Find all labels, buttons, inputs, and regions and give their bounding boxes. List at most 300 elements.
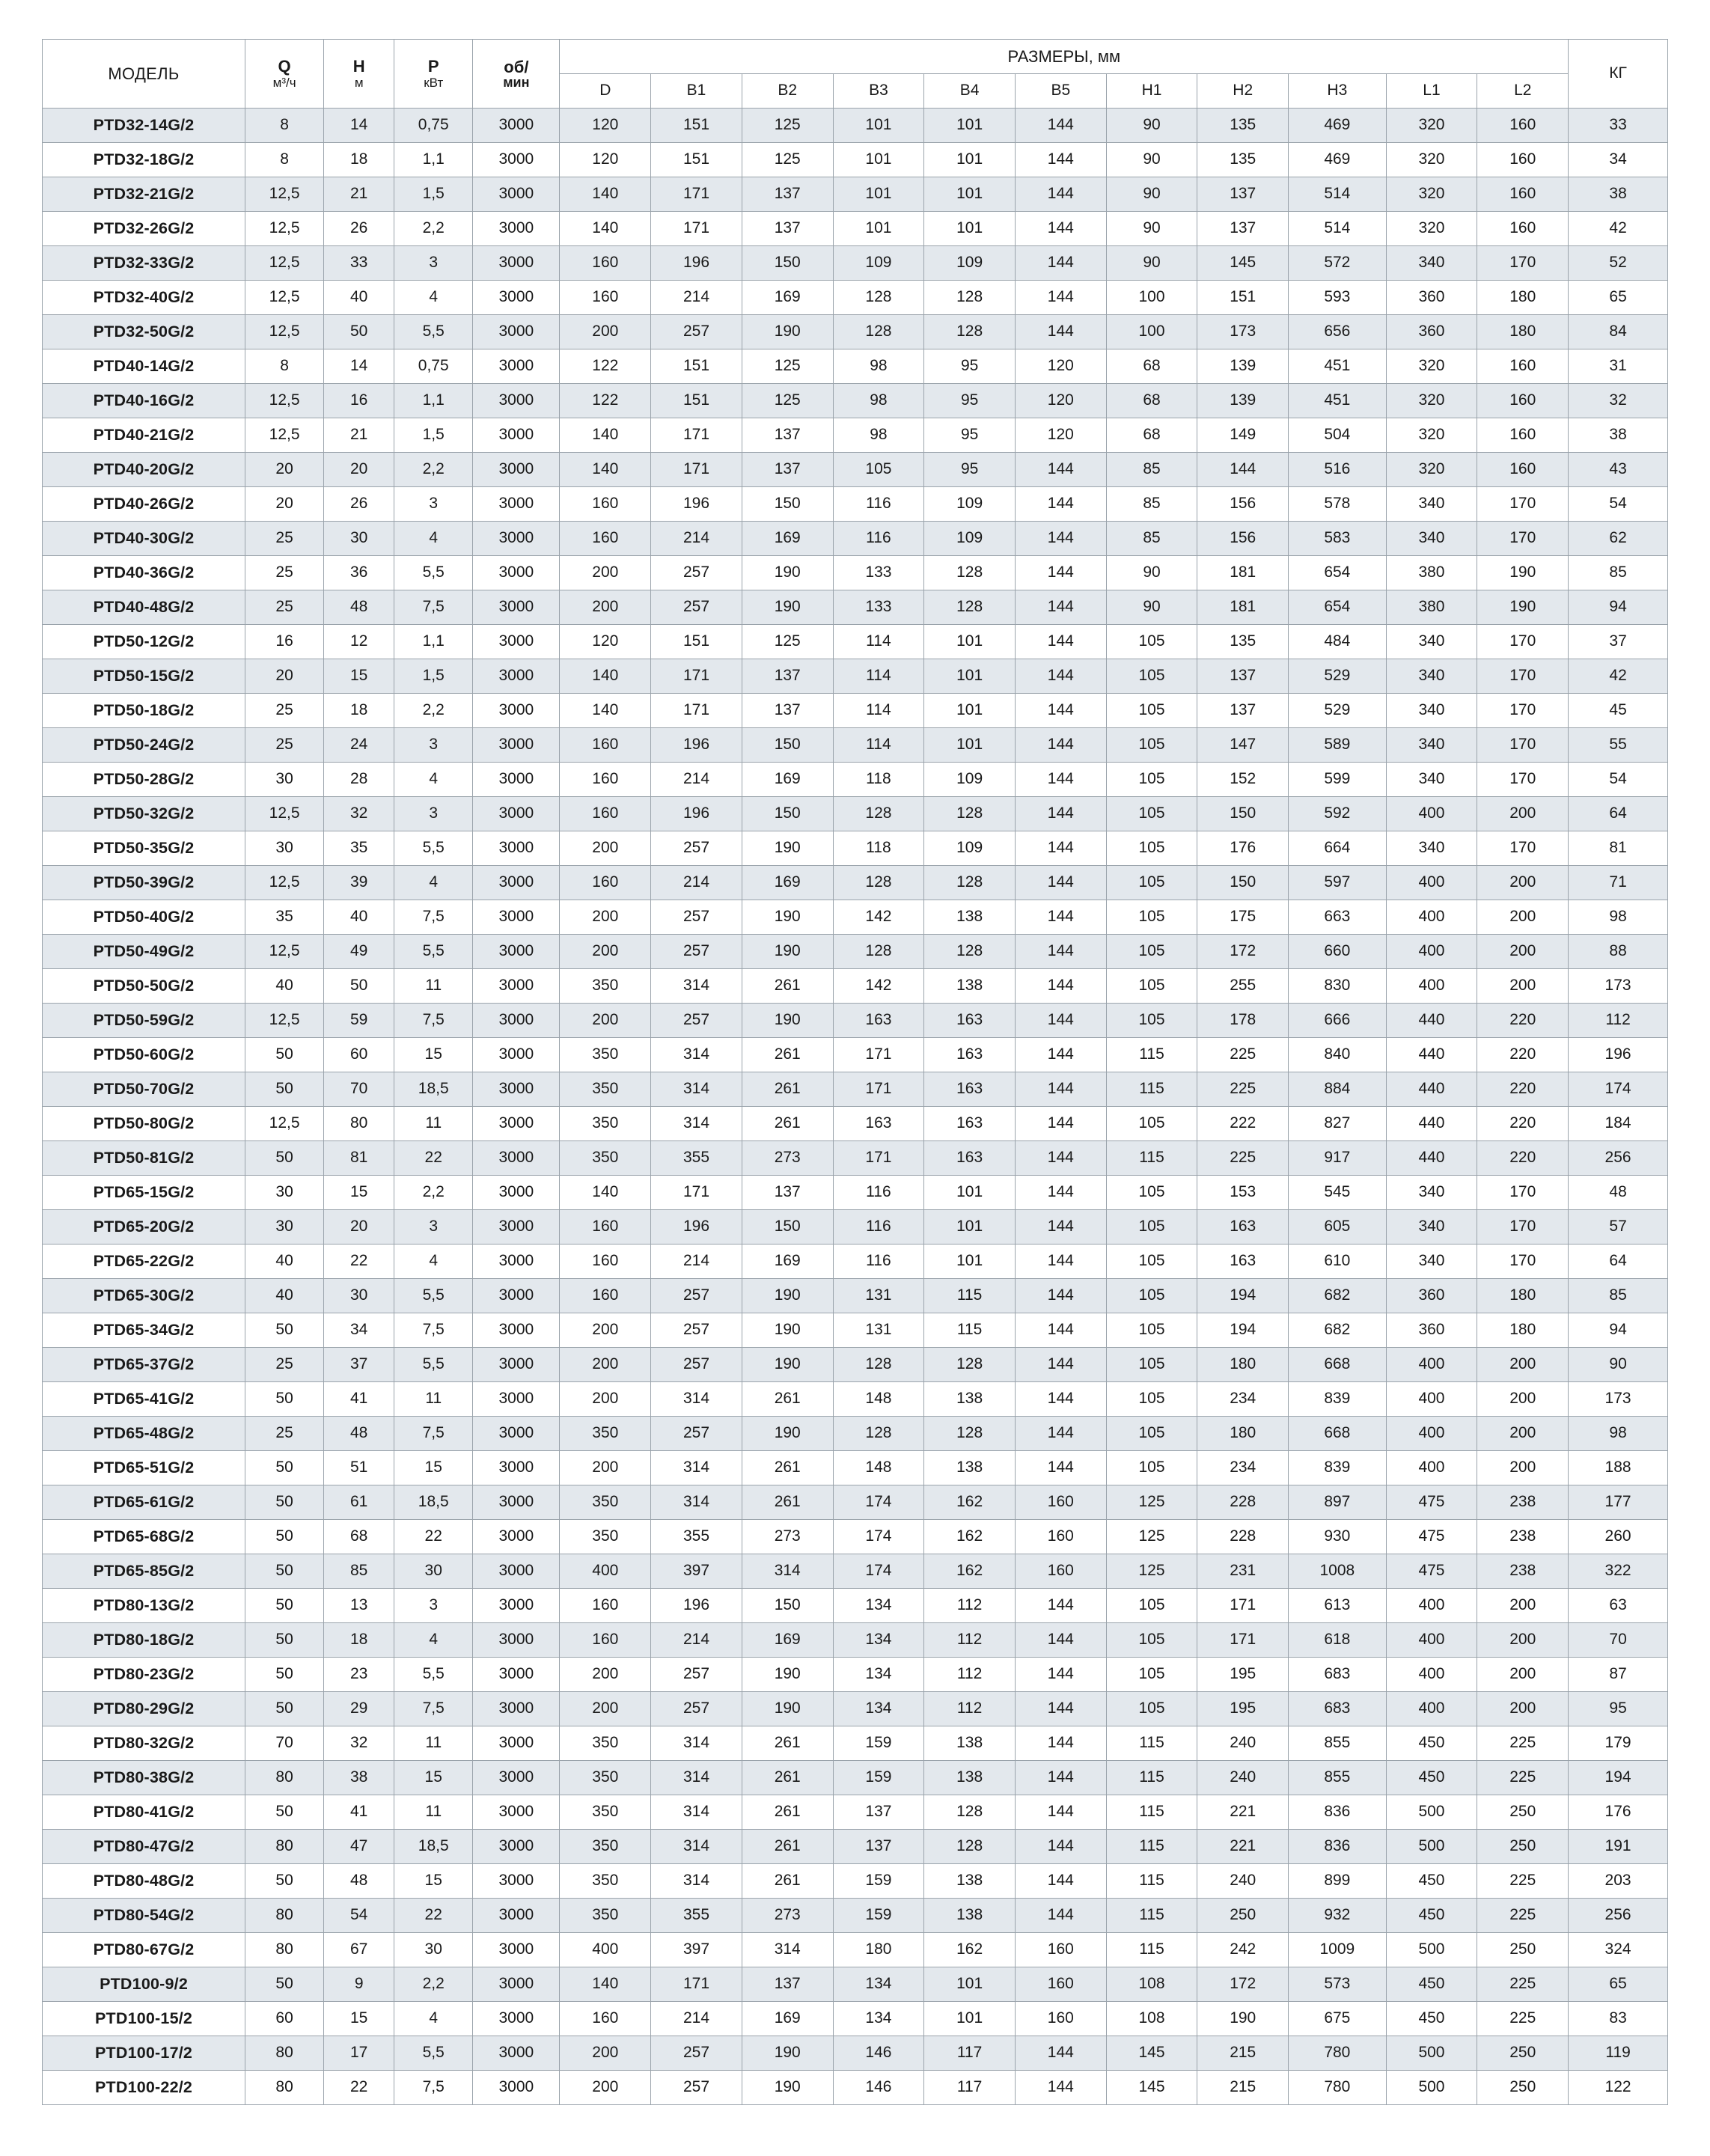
table-row [43, 2002, 1668, 2036]
cell-dim-l2: 160 [1477, 384, 1569, 418]
cell-dim-l1: 475 [1386, 1485, 1477, 1520]
cell-dim-h3: 572 [1289, 246, 1387, 281]
cell-dim-b4: 128 [924, 935, 1016, 969]
cell-weight: 119 [1569, 2036, 1668, 2071]
cell-dim-b3: 163 [833, 1004, 924, 1038]
cell-dim-b1: 196 [651, 1589, 742, 1623]
cell-flow: 50 [245, 1692, 324, 1726]
header-power-symbol: P [427, 57, 439, 76]
cell-power: 2,2 [394, 453, 473, 487]
cell-head: 28 [324, 763, 394, 797]
cell-dim-l2: 200 [1477, 1658, 1569, 1692]
cell-dim-b4: 101 [924, 109, 1016, 143]
cell-dim-b1: 214 [651, 1245, 742, 1279]
cell-power: 11 [394, 1107, 473, 1141]
cell-flow: 8 [245, 109, 324, 143]
cell-power: 15 [394, 1864, 473, 1899]
cell-rpm: 3000 [473, 590, 560, 625]
cell-head: 18 [324, 694, 394, 728]
cell-head: 33 [324, 246, 394, 281]
cell-dim-h2: 215 [1197, 2071, 1289, 2105]
cell-rpm: 3000 [473, 1382, 560, 1417]
cell-dim-l2: 170 [1477, 1245, 1569, 1279]
cell-dim-b3: 128 [833, 1348, 924, 1382]
cell-dim-b2: 137 [742, 418, 833, 453]
cell-dim-d: 350 [560, 1072, 651, 1107]
cell-dim-b5: 160 [1015, 2002, 1106, 2036]
cell-dim-b4: 101 [924, 625, 1016, 659]
cell-dim-b4: 162 [924, 1554, 1016, 1589]
cell-dim-b5: 160 [1015, 1967, 1106, 2002]
cell-flow: 80 [245, 1830, 324, 1864]
cell-dim-h3: 884 [1289, 1072, 1387, 1107]
table-row [43, 453, 1668, 487]
cell-rpm: 3000 [473, 831, 560, 866]
cell-dim-d: 350 [560, 1485, 651, 1520]
cell-dim-b2: 137 [742, 1967, 833, 2002]
cell-dim-d: 140 [560, 694, 651, 728]
cell-dim-h3: 839 [1289, 1451, 1387, 1485]
cell-dim-b2: 273 [742, 1141, 833, 1176]
cell-weight: 194 [1569, 1761, 1668, 1795]
cell-head: 12 [324, 625, 394, 659]
cell-dim-d: 160 [560, 1245, 651, 1279]
cell-power: 22 [394, 1141, 473, 1176]
cell-dim-b3: 137 [833, 1830, 924, 1864]
cell-dim-h2: 150 [1197, 797, 1289, 831]
cell-dim-h1: 105 [1106, 797, 1197, 831]
cell-dim-h2: 181 [1197, 556, 1289, 590]
cell-dim-h2: 137 [1197, 659, 1289, 694]
cell-flow: 20 [245, 487, 324, 522]
cell-dim-l1: 500 [1386, 2071, 1477, 2105]
cell-rpm: 3000 [473, 212, 560, 246]
cell-flow: 25 [245, 1348, 324, 1382]
cell-dim-b5: 144 [1015, 763, 1106, 797]
cell-dim-l1: 320 [1386, 109, 1477, 143]
cell-model: PTD32-21G/2 [43, 177, 245, 212]
cell-dim-b4: 163 [924, 1038, 1016, 1072]
cell-dim-b3: 159 [833, 1761, 924, 1795]
cell-dim-l1: 360 [1386, 1313, 1477, 1348]
cell-dim-b2: 137 [742, 177, 833, 212]
cell-power: 5,5 [394, 556, 473, 590]
cell-model: PTD65-68G/2 [43, 1520, 245, 1554]
cell-model: PTD40-26G/2 [43, 487, 245, 522]
cell-power: 2,2 [394, 694, 473, 728]
cell-dim-b4: 112 [924, 1658, 1016, 1692]
cell-dim-b2: 261 [742, 1795, 833, 1830]
cell-weight: 55 [1569, 728, 1668, 763]
cell-flow: 20 [245, 659, 324, 694]
cell-power: 15 [394, 1761, 473, 1795]
cell-dim-b3: 98 [833, 384, 924, 418]
cell-dim-l1: 340 [1386, 763, 1477, 797]
cell-dim-b1: 151 [651, 109, 742, 143]
cell-dim-b2: 190 [742, 1692, 833, 1726]
cell-flow: 25 [245, 556, 324, 590]
cell-dim-b4: 163 [924, 1107, 1016, 1141]
cell-dim-l1: 340 [1386, 1245, 1477, 1279]
cell-dim-h1: 105 [1106, 1210, 1197, 1245]
cell-flow: 80 [245, 1761, 324, 1795]
cell-dim-h1: 105 [1106, 935, 1197, 969]
cell-weight: 98 [1569, 1417, 1668, 1451]
cell-dim-h1: 85 [1106, 487, 1197, 522]
cell-rpm: 3000 [473, 969, 560, 1004]
header-dim-d: D [560, 74, 651, 109]
cell-dim-h3: 855 [1289, 1726, 1387, 1761]
cell-dim-b2: 261 [742, 1038, 833, 1072]
cell-dim-h1: 115 [1106, 1072, 1197, 1107]
cell-weight: 81 [1569, 831, 1668, 866]
cell-dim-b4: 112 [924, 1589, 1016, 1623]
cell-dim-b4: 109 [924, 522, 1016, 556]
cell-dim-h2: 171 [1197, 1623, 1289, 1658]
table-row [43, 1072, 1668, 1107]
cell-flow: 8 [245, 143, 324, 177]
cell-rpm: 3000 [473, 900, 560, 935]
cell-weight: 34 [1569, 143, 1668, 177]
cell-dim-l2: 220 [1477, 1004, 1569, 1038]
cell-dim-b2: 261 [742, 1072, 833, 1107]
cell-dim-h2: 215 [1197, 2036, 1289, 2071]
cell-power: 30 [394, 1933, 473, 1967]
header-dim-l2: L2 [1477, 74, 1569, 109]
cell-dim-b5: 144 [1015, 2036, 1106, 2071]
cell-flow: 12,5 [245, 315, 324, 349]
cell-dim-b1: 171 [651, 177, 742, 212]
cell-dim-b5: 144 [1015, 1830, 1106, 1864]
cell-dim-b3: 159 [833, 1726, 924, 1761]
table-row [43, 1933, 1668, 1967]
cell-power: 1,5 [394, 177, 473, 212]
cell-power: 1,5 [394, 659, 473, 694]
cell-weight: 37 [1569, 625, 1668, 659]
cell-model: PTD65-34G/2 [43, 1313, 245, 1348]
cell-flow: 80 [245, 1933, 324, 1967]
cell-rpm: 3000 [473, 1692, 560, 1726]
cell-dim-b1: 257 [651, 556, 742, 590]
cell-dim-b1: 214 [651, 281, 742, 315]
cell-dim-d: 122 [560, 384, 651, 418]
cell-dim-b1: 314 [651, 1864, 742, 1899]
cell-head: 81 [324, 1141, 394, 1176]
cell-dim-h3: 683 [1289, 1658, 1387, 1692]
table-row [43, 1658, 1668, 1692]
cell-weight: 71 [1569, 866, 1668, 900]
cell-dim-l1: 320 [1386, 177, 1477, 212]
cell-dim-d: 160 [560, 763, 651, 797]
cell-dim-h2: 156 [1197, 487, 1289, 522]
table-row [43, 1830, 1668, 1864]
cell-dim-h2: 137 [1197, 694, 1289, 728]
cell-dim-l1: 340 [1386, 487, 1477, 522]
cell-dim-l2: 225 [1477, 1726, 1569, 1761]
table-row [43, 2071, 1668, 2105]
cell-dim-b3: 171 [833, 1038, 924, 1072]
cell-dim-l2: 200 [1477, 1348, 1569, 1382]
table-row [43, 625, 1668, 659]
cell-weight: 94 [1569, 1313, 1668, 1348]
cell-power: 18,5 [394, 1485, 473, 1520]
cell-power: 4 [394, 281, 473, 315]
cell-dim-l2: 200 [1477, 1623, 1569, 1658]
cell-dim-l1: 360 [1386, 1279, 1477, 1313]
cell-dim-h3: 780 [1289, 2036, 1387, 2071]
cell-head: 40 [324, 900, 394, 935]
cell-rpm: 3000 [473, 1589, 560, 1623]
table-row [43, 1417, 1668, 1451]
cell-weight: 54 [1569, 487, 1668, 522]
cell-dim-h1: 105 [1106, 1417, 1197, 1451]
cell-rpm: 3000 [473, 143, 560, 177]
cell-power: 0,75 [394, 349, 473, 384]
cell-head: 24 [324, 728, 394, 763]
cell-dim-l1: 500 [1386, 2036, 1477, 2071]
table-row [43, 900, 1668, 935]
cell-flow: 12,5 [245, 935, 324, 969]
cell-dim-l1: 400 [1386, 1658, 1477, 1692]
cell-flow: 80 [245, 2036, 324, 2071]
cell-dim-l2: 160 [1477, 212, 1569, 246]
cell-dim-h2: 163 [1197, 1245, 1289, 1279]
cell-dim-h1: 90 [1106, 212, 1197, 246]
header-head [324, 40, 394, 109]
cell-dim-b1: 257 [651, 2036, 742, 2071]
cell-power: 7,5 [394, 1417, 473, 1451]
cell-dim-b4: 138 [924, 969, 1016, 1004]
cell-dim-l1: 475 [1386, 1520, 1477, 1554]
cell-power: 5,5 [394, 1279, 473, 1313]
header-rpm-line2: мин [503, 74, 530, 90]
cell-dim-h1: 115 [1106, 1795, 1197, 1830]
cell-power: 5,5 [394, 831, 473, 866]
cell-flow: 30 [245, 1210, 324, 1245]
cell-dim-h1: 108 [1106, 2002, 1197, 2036]
cell-dim-b1: 151 [651, 143, 742, 177]
cell-dim-l1: 400 [1386, 1623, 1477, 1658]
cell-weight: 42 [1569, 659, 1668, 694]
cell-weight: 184 [1569, 1107, 1668, 1141]
header-dim-h1: H1 [1106, 74, 1197, 109]
cell-dim-b1: 257 [651, 831, 742, 866]
header-dim-b5: B5 [1015, 74, 1106, 109]
cell-flow: 50 [245, 1141, 324, 1176]
cell-model: PTD65-22G/2 [43, 1245, 245, 1279]
cell-dim-b5: 144 [1015, 556, 1106, 590]
table-row [43, 281, 1668, 315]
cell-dim-b3: 146 [833, 2036, 924, 2071]
cell-dim-b5: 144 [1015, 1795, 1106, 1830]
cell-dim-h2: 150 [1197, 866, 1289, 900]
cell-dim-l2: 170 [1477, 694, 1569, 728]
cell-dim-b5: 144 [1015, 1589, 1106, 1623]
cell-dim-l1: 400 [1386, 1451, 1477, 1485]
cell-model: PTD65-85G/2 [43, 1554, 245, 1589]
cell-dim-l2: 200 [1477, 1382, 1569, 1417]
cell-rpm: 3000 [473, 1451, 560, 1485]
cell-dim-h1: 145 [1106, 2036, 1197, 2071]
cell-model: PTD40-21G/2 [43, 418, 245, 453]
cell-dim-b3: 128 [833, 797, 924, 831]
cell-dim-l2: 250 [1477, 1933, 1569, 1967]
cell-rpm: 3000 [473, 625, 560, 659]
cell-dim-l1: 475 [1386, 1554, 1477, 1589]
cell-dim-h2: 156 [1197, 522, 1289, 556]
header-dim-h3: H3 [1289, 74, 1387, 109]
cell-dim-l2: 225 [1477, 1899, 1569, 1933]
cell-dim-h2: 137 [1197, 212, 1289, 246]
cell-dim-h1: 125 [1106, 1554, 1197, 1589]
cell-model: PTD50-70G/2 [43, 1072, 245, 1107]
cell-head: 48 [324, 590, 394, 625]
cell-dim-b5: 144 [1015, 212, 1106, 246]
cell-head: 48 [324, 1417, 394, 1451]
cell-model: PTD50-24G/2 [43, 728, 245, 763]
cell-dim-b5: 144 [1015, 1176, 1106, 1210]
cell-power: 7,5 [394, 1692, 473, 1726]
cell-rpm: 3000 [473, 109, 560, 143]
cell-dim-b3: 148 [833, 1382, 924, 1417]
cell-dim-b1: 196 [651, 728, 742, 763]
cell-dim-h2: 139 [1197, 384, 1289, 418]
cell-head: 22 [324, 1245, 394, 1279]
table-row [43, 763, 1668, 797]
cell-weight: 42 [1569, 212, 1668, 246]
cell-power: 5,5 [394, 315, 473, 349]
cell-dim-b1: 397 [651, 1554, 742, 1589]
cell-dim-l2: 200 [1477, 935, 1569, 969]
cell-head: 68 [324, 1520, 394, 1554]
cell-dim-l2: 190 [1477, 556, 1569, 590]
cell-dim-b4: 162 [924, 1933, 1016, 1967]
table-row [43, 1692, 1668, 1726]
cell-head: 20 [324, 453, 394, 487]
cell-dim-b2: 125 [742, 349, 833, 384]
header-power-unit: кВт [424, 76, 444, 91]
table-row [43, 1899, 1668, 1933]
cell-dim-h3: 618 [1289, 1623, 1387, 1658]
cell-dim-b3: 114 [833, 694, 924, 728]
cell-dim-b2: 190 [742, 935, 833, 969]
cell-weight: 85 [1569, 1279, 1668, 1313]
cell-dim-b2: 190 [742, 1279, 833, 1313]
cell-dim-b3: 163 [833, 1107, 924, 1141]
cell-flow: 12,5 [245, 212, 324, 246]
cell-dim-h3: 654 [1289, 556, 1387, 590]
table-row [43, 1451, 1668, 1485]
cell-head: 48 [324, 1864, 394, 1899]
header-dimensions-group: РАЗМЕРЫ, мм [560, 40, 1569, 74]
cell-dim-l1: 320 [1386, 453, 1477, 487]
cell-dim-l2: 160 [1477, 453, 1569, 487]
cell-dim-b3: 142 [833, 900, 924, 935]
cell-dim-b5: 144 [1015, 900, 1106, 935]
cell-dim-h1: 115 [1106, 1933, 1197, 1967]
cell-dim-b3: 116 [833, 1176, 924, 1210]
cell-dim-b4: 101 [924, 659, 1016, 694]
cell-dim-b5: 144 [1015, 1451, 1106, 1485]
cell-dim-h2: 172 [1197, 935, 1289, 969]
cell-dim-b2: 190 [742, 2071, 833, 2105]
cell-dim-b4: 101 [924, 1210, 1016, 1245]
cell-rpm: 3000 [473, 522, 560, 556]
cell-dim-h2: 139 [1197, 349, 1289, 384]
cell-dim-b5: 144 [1015, 315, 1106, 349]
cell-dim-b3: 116 [833, 487, 924, 522]
cell-weight: 38 [1569, 177, 1668, 212]
cell-weight: 52 [1569, 246, 1668, 281]
cell-flow: 25 [245, 728, 324, 763]
cell-dim-l1: 500 [1386, 1830, 1477, 1864]
cell-dim-l1: 340 [1386, 728, 1477, 763]
cell-dim-h2: 225 [1197, 1038, 1289, 1072]
table-row [43, 935, 1668, 969]
cell-dim-h2: 194 [1197, 1279, 1289, 1313]
cell-dim-h2: 144 [1197, 453, 1289, 487]
cell-dim-b2: 261 [742, 1761, 833, 1795]
cell-head: 67 [324, 1933, 394, 1967]
cell-dim-b1: 257 [651, 1658, 742, 1692]
cell-dim-b4: 163 [924, 1004, 1016, 1038]
cell-dim-h2: 135 [1197, 625, 1289, 659]
cell-dim-d: 200 [560, 1451, 651, 1485]
cell-dim-h3: 516 [1289, 453, 1387, 487]
cell-dim-b4: 115 [924, 1313, 1016, 1348]
cell-power: 11 [394, 1382, 473, 1417]
cell-dim-l1: 500 [1386, 1795, 1477, 1830]
cell-dim-h2: 231 [1197, 1554, 1289, 1589]
cell-dim-b3: 131 [833, 1313, 924, 1348]
cell-dim-h2: 194 [1197, 1313, 1289, 1348]
cell-model: PTD65-20G/2 [43, 1210, 245, 1245]
header-head-symbol: H [352, 57, 365, 76]
cell-dim-b3: 105 [833, 453, 924, 487]
cell-dim-b1: 151 [651, 625, 742, 659]
cell-model: PTD80-32G/2 [43, 1726, 245, 1761]
cell-weight: 31 [1569, 349, 1668, 384]
cell-dim-l2: 200 [1477, 866, 1569, 900]
table-row [43, 590, 1668, 625]
cell-dim-b3: 101 [833, 109, 924, 143]
cell-dim-b1: 257 [651, 900, 742, 935]
cell-dim-b1: 214 [651, 2002, 742, 2036]
table-row [43, 1485, 1668, 1520]
cell-dim-l1: 320 [1386, 212, 1477, 246]
cell-head: 85 [324, 1554, 394, 1589]
cell-dim-d: 350 [560, 1795, 651, 1830]
cell-dim-b1: 171 [651, 659, 742, 694]
cell-dim-h2: 195 [1197, 1658, 1289, 1692]
cell-head: 17 [324, 2036, 394, 2071]
cell-dim-b2: 190 [742, 556, 833, 590]
cell-dim-b2: 190 [742, 831, 833, 866]
cell-flow: 80 [245, 1899, 324, 1933]
cell-dim-d: 200 [560, 935, 651, 969]
cell-dim-b4: 101 [924, 728, 1016, 763]
cell-dim-b1: 171 [651, 453, 742, 487]
cell-dim-d: 350 [560, 1417, 651, 1451]
cell-dim-b2: 261 [742, 1107, 833, 1141]
cell-dim-b3: 98 [833, 349, 924, 384]
cell-weight: 173 [1569, 1382, 1668, 1417]
cell-rpm: 3000 [473, 1485, 560, 1520]
table-row [43, 556, 1668, 590]
cell-weight: 191 [1569, 1830, 1668, 1864]
cell-rpm: 3000 [473, 556, 560, 590]
cell-dim-b5: 144 [1015, 1761, 1106, 1795]
